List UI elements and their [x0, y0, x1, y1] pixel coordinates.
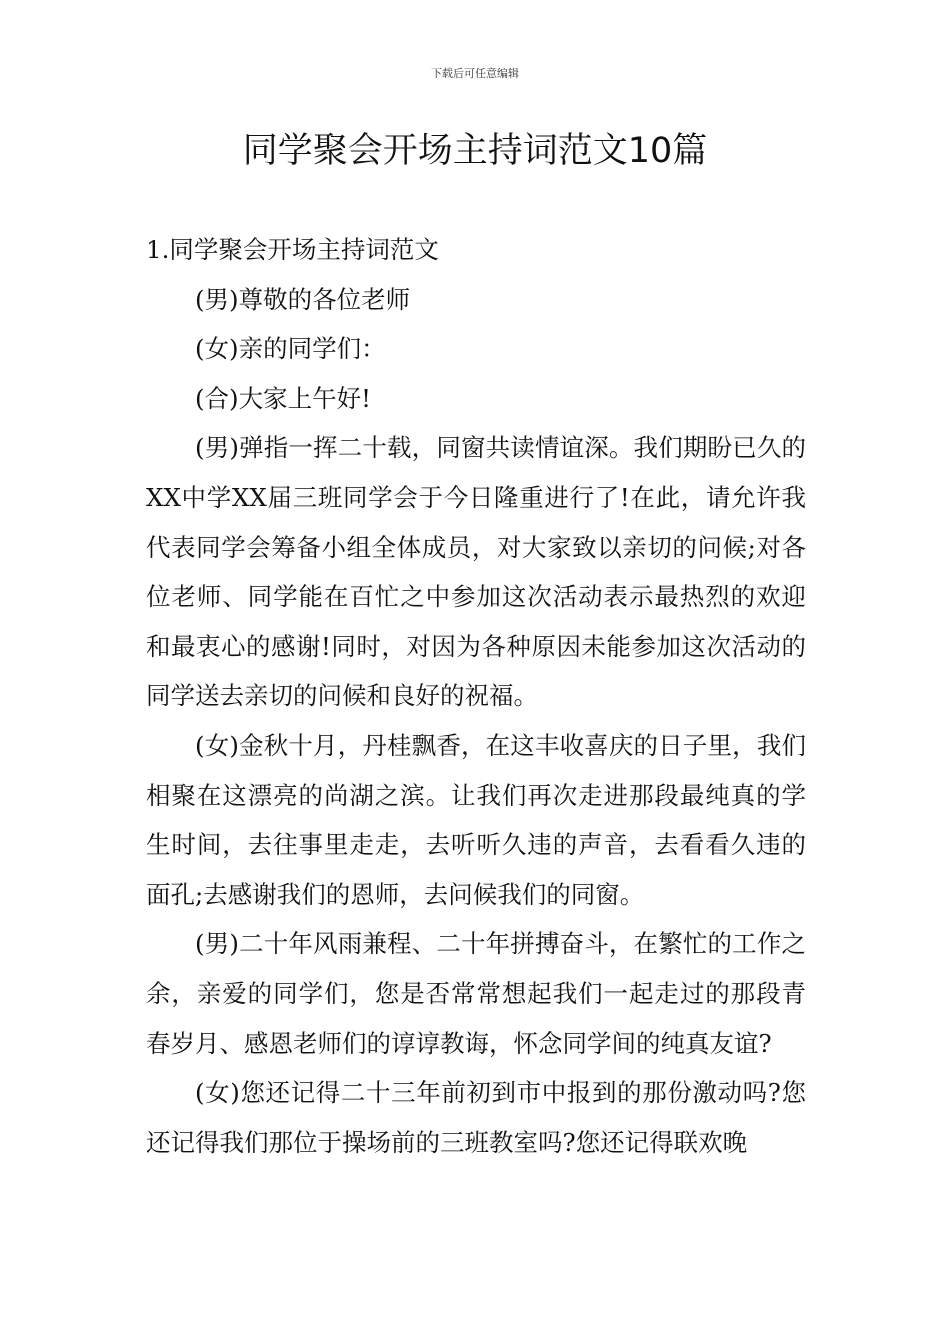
- paragraph: (女)亲的同学们：: [195, 334, 386, 364]
- paragraph: (女)您还记得二十三年前初到市中报到的那份激动吗?您还记得我们那位于操场前的三班教室吗?您还记得联欢晚: [146, 1078, 806, 1157]
- document-title: 同学聚会开场主持词范文10篇: [242, 131, 708, 171]
- paragraph: (男)二十年风雨兼程、二十年拼搏奋斗，在繁忙的工作之余，亲爱的同学们，您是否常常想起我们一起走过的那段青春岁月、感恩老师们的谆谆教诲，怀念同学间的纯真友谊?: [146, 929, 806, 1058]
- paragraph: (合)大家上午好!: [195, 383, 371, 413]
- document-body: [146, 225, 806, 1167]
- header-note: 下载后可任意编辑: [431, 67, 519, 80]
- section-heading: 1.同学聚会开场主持词范文: [146, 235, 439, 264]
- paragraph: (男)弹指一挥二十载，同窗共读情谊深。我们期盼已久的XX中学XX届三班同学会于今日隆重进行了!在此，请允许我代表同学会筹备小组全体成员，对大家致以亲切的问候;对各位老师、同学能在百忙之中参加这次活动表示最热烈的欢迎和最衷心的感谢!同时，对因为各种原因未能参加这次活动的同学送去亲切的问候和良好的祝福。: [146, 433, 806, 711]
- paragraph: (男)尊敬的各位老师: [195, 284, 411, 314]
- paragraph: (女)金秋十月，丹桂飘香，在这丰收喜庆的日子里，我们相聚在这漂亮的尚湖之滨。让我们再次走进那段最纯真的学生时间，去往事里走走，去听听久违的声音，去看看久违的面孔;去感谢我们的恩师，去问候我们的同窗。: [146, 730, 806, 909]
